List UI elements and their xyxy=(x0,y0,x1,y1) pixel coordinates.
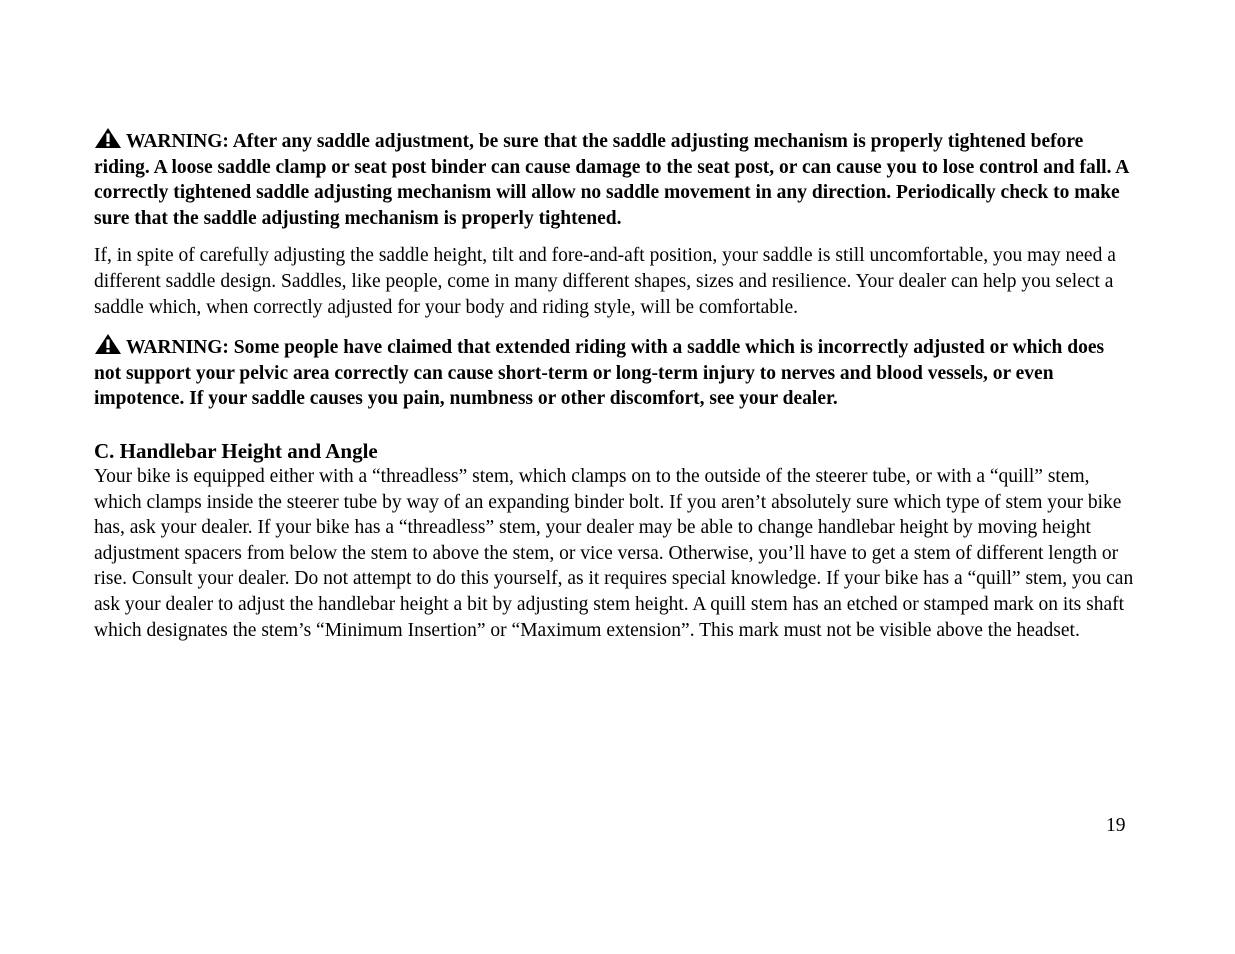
handlebar-paragraph: Your bike is equipped either with a “threadless” stem, which clamps on to the outside of the steerer tube, or with a “quill” stem, which clamps inside the steerer tube by way of an expanding binder bolt. If you aren’t absolutely sure which type of stem your bike has, ask your dealer. If your bike has a “threadless” stem, your dealer may be able to change handlebar height by moving height adjustment spacers from below the stem to above the stem, or vice versa. Otherwise, you’ll have to get a stem of different length or rise. Consult your dealer. Do not attempt to do this yourself, as it requires special knowledge. If your bike has a “quill” stem, you can ask your dealer to adjust the handlebar height a bit by adjusting stem height. A quill stem has an etched or stamped mark on its shaft which designates the stem’s “Minimum Insertion” or “Maximum extension”. This mark must not be visible above the headset. xyxy=(94,465,1134,641)
warning-saddle-tightening xyxy=(94,127,1134,231)
document-page xyxy=(94,127,1134,643)
page-number: 19 xyxy=(1106,815,1126,836)
section-heading-handlebar: C. Handlebar Height and Angle xyxy=(94,438,378,463)
warning-triangle-icon xyxy=(94,127,122,149)
warning-triangle-icon xyxy=(94,333,122,355)
warning-saddle-tightening-text: WARNING: After any saddle adjustment, be sure that the saddle adjusting mechanism is properly tightened before riding. A loose saddle clamp or seat post binder can cause damage to the seat post, or can cause you to lose control and fall. A correctly tightened saddle adjusting mechanism will allow no saddle movement in any direction. Periodically check to make sure that the saddle adjusting mechanism is properly tightened. xyxy=(94,131,1129,229)
warning-saddle-injury xyxy=(94,333,1134,412)
saddle-comfort-paragraph: If, in spite of carefully adjusting the saddle height, tilt and fore-and-aft position, your saddle is still uncomfortable, you may need a different saddle design. Saddles, like people, come in many different shapes, sizes and resilience. Your dealer can help you select a saddle which, when correctly adjusted for your body and riding style, will be comfortable. xyxy=(94,245,1116,318)
warning-saddle-injury-text: WARNING: Some people have claimed that extended riding with a saddle which is incorrectly adjusted or which does not support your pelvic area correctly can cause short-term or long-term injury to nerves and blood vessels, or even impotence. If your saddle causes you pain, numbness or other discomfort, see your dealer. xyxy=(94,337,1105,410)
